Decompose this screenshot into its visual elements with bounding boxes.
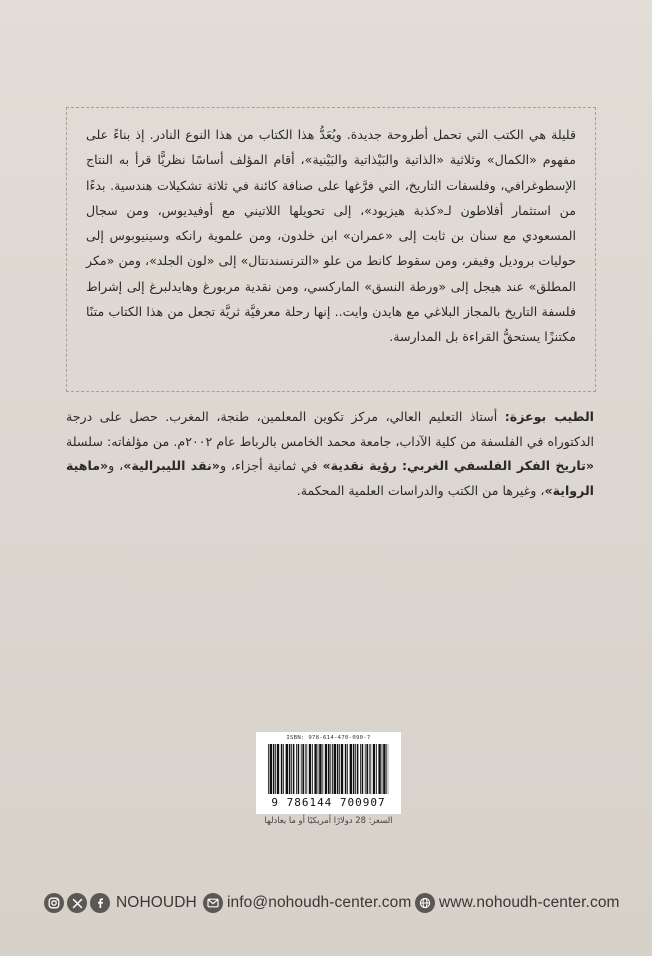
email-icon[interactable] bbox=[203, 893, 223, 913]
price: السعر: 28 دولارًا أمريكيًا أو ما يعادلها bbox=[264, 815, 393, 825]
author-work-1: «تاريخ الفكر الفلسفي الغربي: رؤية نقدية» bbox=[322, 458, 595, 473]
facebook-icon[interactable] bbox=[90, 893, 110, 913]
brand-handle: NOHOUDH bbox=[116, 894, 197, 911]
barcode bbox=[256, 732, 401, 814]
author-name: الطيب بوعزة: bbox=[504, 409, 594, 424]
author-work-3: «ماهية الرواية» bbox=[66, 458, 594, 498]
author-bio-paragraph bbox=[66, 405, 594, 503]
author-bio bbox=[66, 405, 594, 503]
footer bbox=[0, 893, 652, 923]
author-intro: أستاذ التعليم العالي، مركز تكوين المعلمين، طنجة، المغرب. حصل على درجة الدكتوراه في الفلسفة من كلية الآداب، جامعة محمد الخامس بالرباط عام ٢٠٠٢م. من مؤلفاته: سلسلة bbox=[66, 409, 594, 449]
globe-icon[interactable] bbox=[415, 893, 435, 913]
x-icon[interactable] bbox=[67, 893, 87, 913]
author-outro: ، وغيرها من الكتب والدراسات العلمية المحكمة. bbox=[296, 482, 545, 498]
instagram-icon[interactable] bbox=[44, 893, 64, 913]
author-mid-2: ، و bbox=[108, 458, 124, 473]
blurb-text bbox=[86, 122, 576, 350]
email-link[interactable]: info@nohoudh-center.com bbox=[227, 894, 412, 911]
blurb-paragraph: قليلة هي الكتب التي تحمل أطروحة جديدة. ويُعَدُّ هذا الكتاب من هذا النوع النادر. إذ بناءً على مفهوم «الكمال» وثلاثية «الذاتية والبَيْذاتية والبَيْنية»، أقام المؤلف أساسًا نظريًّا قرأ به النتاج الإسطوغرافي، وفلسفات التاريخ، التي فرَّغها على صنافة كائنة في ثلاثة تشكيلات هندسية. بدءًا من استثمار أفلاطون لـ«كذبة هيزيود»، إلى تحويلها اللاتيني مع أوفيديوس، ومن سجال المسعودي مع سنان بن ثابت إلى «عمران» ابن خلدون، ومن علموية رانكه وسينيوبوس إلى حوليات بروديل وفيفر، ومن سقوط كانط من علو «الترنسندنتال» إلى «لون الجلد»، ومن «مكر المطلق» عند هيجل إلى «ورطة النسق» الماركسي، ومن نقدية مربورغ وهايدلبرغ إلى إشراط فلسفة التاريخ بالمجاز البلاغي مع هايدن وايت.. إنها رحلة معرفيَّة ثريَّة تجعل من هذا الكتاب متنًا مكتنزًا يستحقُّ القراءة بل المدارسة. bbox=[86, 127, 576, 345]
website-link[interactable]: www.nohoudh-center.com bbox=[439, 894, 620, 911]
barcode-number: 9 786144 700907 bbox=[271, 796, 386, 809]
barcode-bars bbox=[268, 744, 389, 794]
author-work-2: «نقد الليبرالية» bbox=[123, 458, 220, 473]
isbn-label: ISBN: 978-614-470-090-7 bbox=[286, 735, 371, 741]
author-mid-1: في ثمانية أجزاء، و bbox=[219, 458, 323, 473]
